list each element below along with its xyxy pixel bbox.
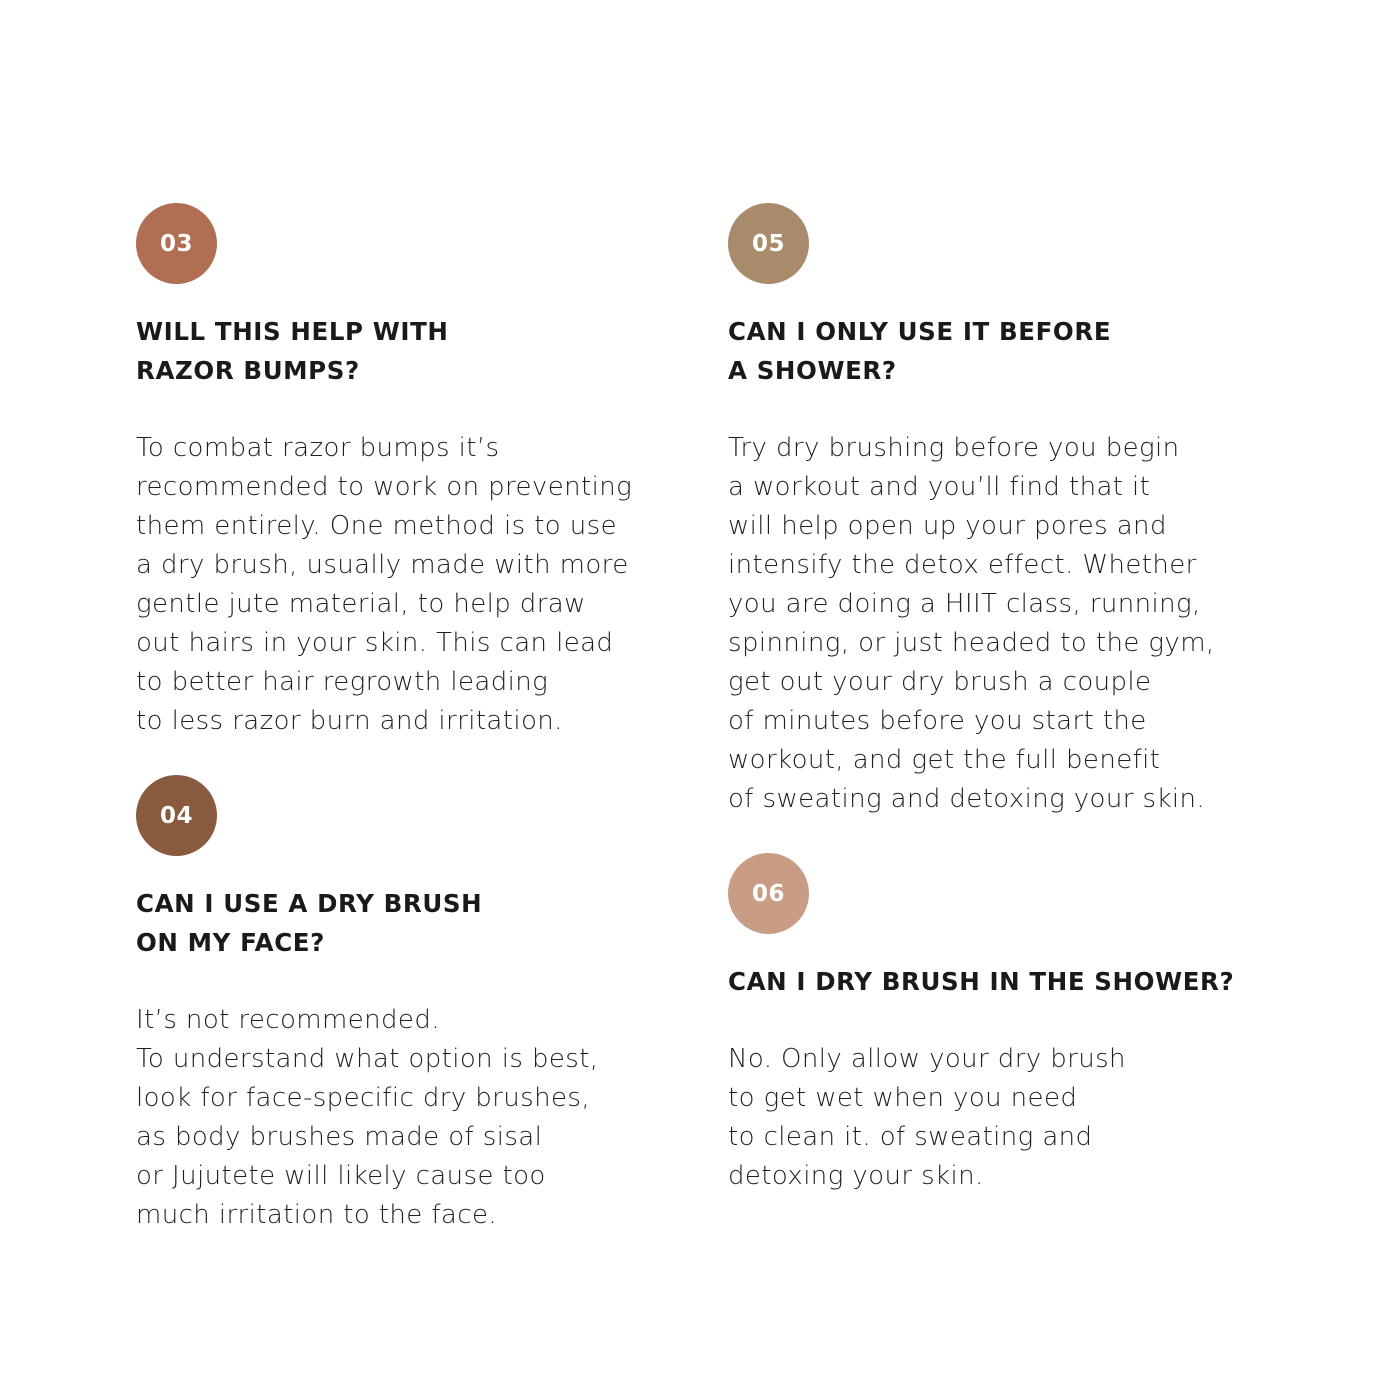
faq-answer: To combat razor bumps it’s recommended to work on preventing them entirely. One method is to use a dry brush, usually made with more gentle jute material, to help draw out hairs in your skin. This can lead to better hair regrowth leading to less razor burn and irritation.	[136, 433, 633, 736]
faq-answer: No. Only allow your dry brush to get wet when you need to clean it. of sweating and detoxing your skin.	[728, 1044, 1126, 1191]
number-badge: 03	[136, 203, 217, 284]
faq-answer: It’s not recommended. To understand what option is best, look for face-specific dry brushes, as body brushes made of sisal or Jujutete will likely cause too much irritation to the face.	[136, 1005, 599, 1230]
faq-question: CAN I DRY BRUSH IN THE SHOWER?	[728, 967, 1235, 996]
number-badge: 05	[728, 203, 809, 284]
faq-item-06	[728, 853, 1288, 1196]
number-badge: 06	[728, 853, 809, 934]
faq-question: CAN I ONLY USE IT BEFORE A SHOWER?	[728, 317, 1112, 385]
faq-question: CAN I USE A DRY BRUSH ON MY FACE?	[136, 889, 483, 957]
faq-question: WILL THIS HELP WITH RAZOR BUMPS?	[136, 317, 449, 385]
faq-item-04	[136, 775, 696, 1235]
faq-answer: Try dry brushing before you begin a workout and you’ll find that it will help open up your pores and intensify the detox effect. Whether you are doing a HIIT class, running, spinning, or just headed to the gym, get out your dry brush a couple of minutes before you start the workout, and get the full benefit of sweating and detoxing your skin.	[728, 433, 1215, 814]
faq-item-03	[136, 203, 696, 741]
faq-item-05	[728, 203, 1288, 819]
number-badge: 04	[136, 775, 217, 856]
